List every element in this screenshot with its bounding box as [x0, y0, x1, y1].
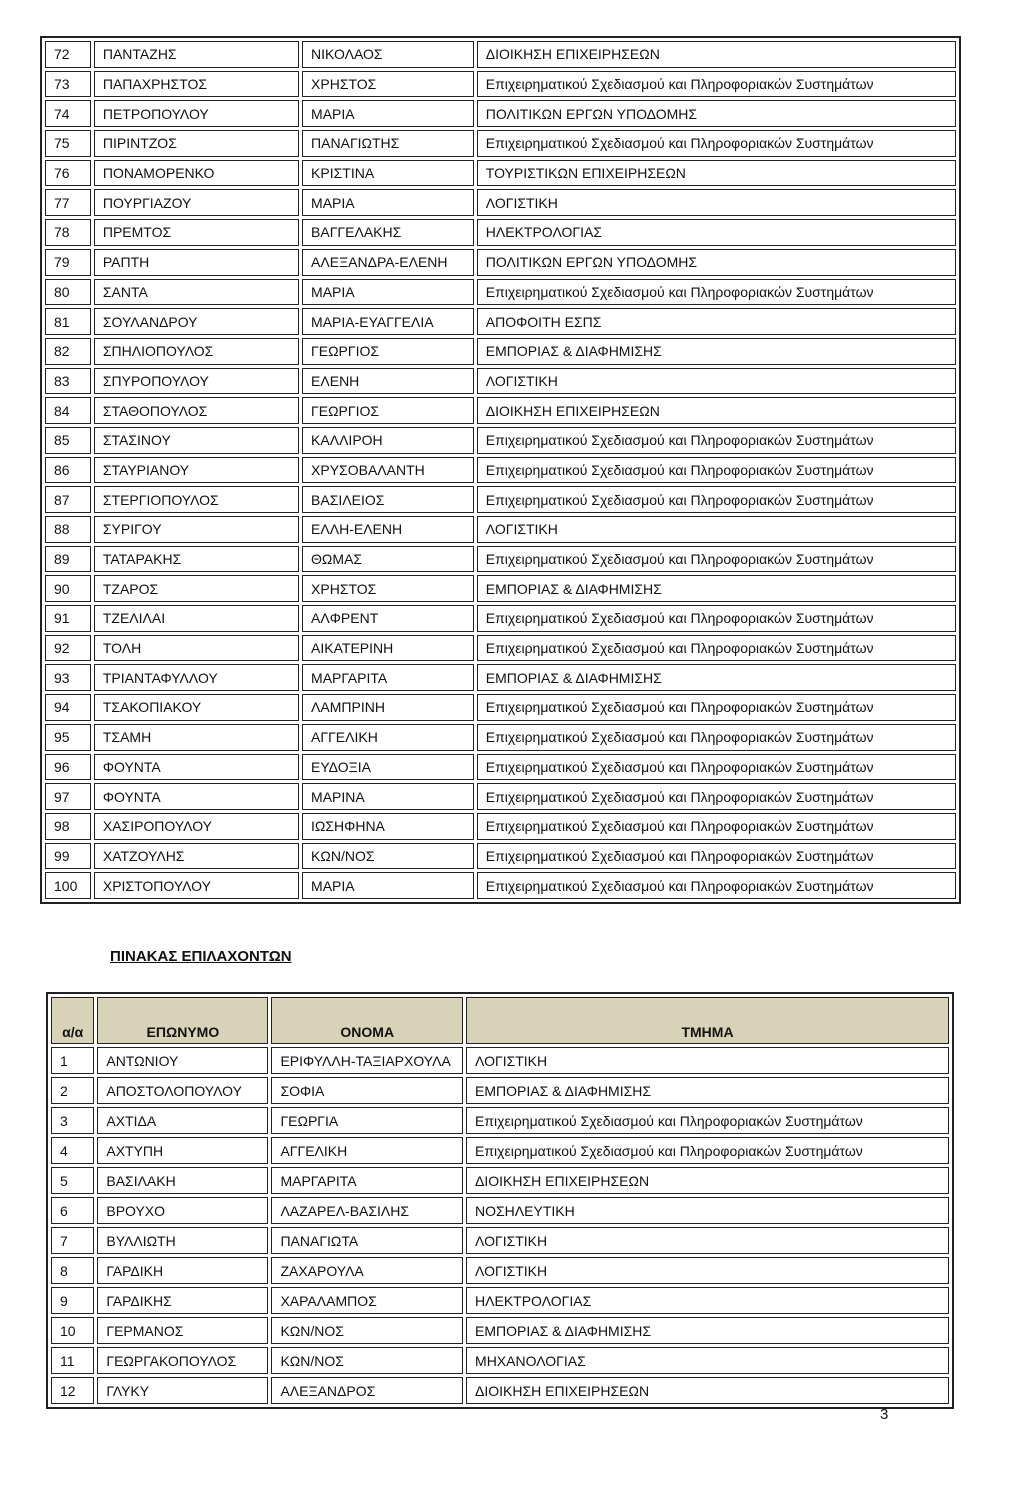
cell-name: ΜΑΡΙΑ [302, 189, 474, 216]
table-row [45, 100, 956, 127]
cell-surname: ΓΑΡΔΙΚΗΣ [97, 1287, 268, 1314]
cell-department: ΕΜΠΟΡΙΑΣ & ΔΙΑΦΗΜΙΣΗΣ [466, 1077, 949, 1104]
cell-surname: ΑΧΤΙΔΑ [97, 1107, 268, 1134]
table-row [51, 1077, 949, 1104]
cell-number: 99 [45, 843, 91, 870]
cell-name: ΒΑΣΙΛΕΙΟΣ [302, 486, 474, 513]
cell-department: Επιχειρηματικού Σχεδιασμού και Πληροφοριακών Συστημάτων [477, 813, 956, 840]
cell-surname: ΣΠΥΡΟΠΟΥΛΟΥ [94, 368, 299, 395]
table-row [51, 1257, 949, 1284]
cell-department: Επιχειρηματικού Σχεδιασμού και Πληροφοριακών Συστημάτων [477, 872, 956, 899]
cell-number: 97 [45, 783, 91, 810]
cell-department: ΛΟΓΙΣΤΙΚΗ [477, 368, 956, 395]
cell-number: 88 [45, 516, 91, 543]
table-row [45, 308, 956, 335]
cell-number: 93 [45, 664, 91, 691]
cell-name: ΜΑΡΙΑ [302, 100, 474, 127]
cell-name: ΜΑΡΙΝΑ [302, 783, 474, 810]
table-row [45, 724, 956, 751]
cell-department: ΔΙΟΙΚΗΣΗ ΕΠΙΧΕΙΡΗΣΕΩΝ [477, 397, 956, 424]
cell-surname: ΡΑΠΤΗ [94, 249, 299, 276]
cell-department: Επιχειρηματικού Σχεδιασμού και Πληροφοριακών Συστημάτων [466, 1137, 949, 1164]
cell-name: ΑΙΚΑΤΕΡΙΝΗ [302, 635, 474, 662]
cell-number: 87 [45, 486, 91, 513]
cell-department: Επιχειρηματικού Σχεδιασμού και Πληροφοριακών Συστημάτων [477, 605, 956, 632]
cell-department: ΕΜΠΟΡΙΑΣ & ΔΙΑΦΗΜΙΣΗΣ [477, 575, 956, 602]
table-row [45, 368, 956, 395]
cell-number: 73 [45, 71, 91, 98]
table-row [51, 1317, 949, 1344]
cell-department: Επιχειρηματικού Σχεδιασμού και Πληροφοριακών Συστημάτων [477, 754, 956, 781]
cell-department: ΤΟΥΡΙΣΤΙΚΩΝ ΕΠΙΧΕΙΡΗΣΕΩΝ [477, 160, 956, 187]
table-row [51, 1347, 949, 1374]
header-surname: ΕΠΩΝΥΜΟ [97, 997, 268, 1044]
table-row [45, 546, 956, 573]
cell-number: 1 [51, 1047, 94, 1074]
cell-name: ΒΑΓΓΕΛΑΚΗΣ [302, 219, 474, 246]
cell-department: Επιχειρηματικού Σχεδιασμού και Πληροφοριακών Συστημάτων [477, 635, 956, 662]
cell-name: ΕΛΕΝΗ [302, 368, 474, 395]
cell-department: Επιχειρηματικού Σχεδιασμού και Πληροφοριακών Συστημάτων [477, 457, 956, 484]
cell-department: ΗΛΕΚΤΡΟΛΟΓΙΑΣ [466, 1287, 949, 1314]
cell-name: ΓΕΩΡΓΙΟΣ [302, 338, 474, 365]
cell-name: ΧΡΥΣΟΒΑΛΑΝΤΗ [302, 457, 474, 484]
cell-surname: ΓΕΡΜΑΝΟΣ [97, 1317, 268, 1344]
cell-number: 78 [45, 219, 91, 246]
cell-surname: ΧΑΤΖΟΥΛΗΣ [94, 843, 299, 870]
cell-name: ΠΑΝΑΓΙΩΤΑ [271, 1227, 463, 1254]
cell-department: ΛΟΓΙΣΤΙΚΗ [466, 1257, 949, 1284]
cell-number: 90 [45, 575, 91, 602]
cell-name: ΕΡΙΦΥΛΛΗ-ΤΑΞΙΑΡΧΟΥΛΑ [271, 1047, 463, 1074]
cell-name: ΛΑΖΑΡΕΛ-ΒΑΣΙΛΗΣ [271, 1197, 463, 1224]
cell-number: 95 [45, 724, 91, 751]
cell-surname: ΤΖΑΡΟΣ [94, 575, 299, 602]
cell-surname: ΣΥΡΙΓΟΥ [94, 516, 299, 543]
cell-surname: ΓΛΥΚΥ [97, 1377, 268, 1404]
cell-number: 84 [45, 397, 91, 424]
table-row [45, 71, 956, 98]
cell-name: ΑΛΦΡΕΝΤ [302, 605, 474, 632]
table-row [45, 486, 956, 513]
cell-number: 5 [51, 1167, 94, 1194]
cell-number: 3 [51, 1107, 94, 1134]
main-results-table [40, 36, 961, 904]
cell-department: ΕΜΠΟΡΙΑΣ & ΔΙΑΦΗΜΙΣΗΣ [477, 664, 956, 691]
table-row [45, 813, 956, 840]
cell-surname: ΣΟΥΛΑΝΔΡΟΥ [94, 308, 299, 335]
cell-surname: ΓΕΩΡΓΑΚΟΠΟΥΛΟΣ [97, 1347, 268, 1374]
cell-number: 89 [45, 546, 91, 573]
table-row [45, 872, 956, 899]
table-row [45, 457, 956, 484]
cell-name: ΑΓΓΕΛΙΚΗ [302, 724, 474, 751]
cell-number: 100 [45, 872, 91, 899]
cell-name: ΜΑΡΙΑ [302, 279, 474, 306]
table-row [45, 843, 956, 870]
cell-surname: ΤΣΑΜΗ [94, 724, 299, 751]
cell-department: ΕΜΠΟΡΙΑΣ & ΔΙΑΦΗΜΙΣΗΣ [466, 1317, 949, 1344]
table-row [45, 41, 956, 68]
cell-surname: ΧΑΣΙΡΟΠΟΥΛΟΥ [94, 813, 299, 840]
cell-name: ΕΛΛΗ-ΕΛΕΝΗ [302, 516, 474, 543]
table-row [51, 1167, 949, 1194]
cell-surname: ΠΟΝΑΜΟΡΕΝΚΟ [94, 160, 299, 187]
cell-name: ΓΕΩΡΓΙΟΣ [302, 397, 474, 424]
table-row [45, 427, 956, 454]
cell-surname: ΤΖΕΛΙΛΑΙ [94, 605, 299, 632]
cell-surname: ΦΟΥΝΤΑ [94, 783, 299, 810]
cell-number: 94 [45, 694, 91, 721]
cell-number: 6 [51, 1197, 94, 1224]
cell-department: ΔΙΟΙΚΗΣΗ ΕΠΙΧΕΙΡΗΣΕΩΝ [466, 1377, 949, 1404]
cell-department: ΗΛΕΚΤΡΟΛΟΓΙΑΣ [477, 219, 956, 246]
cell-number: 77 [45, 189, 91, 216]
cell-name: ΙΩΣΗΦΗΝΑ [302, 813, 474, 840]
page-number: 3 [880, 1406, 889, 1423]
cell-department: ΛΟΓΙΣΤΙΚΗ [466, 1047, 949, 1074]
cell-department: ΛΟΓΙΣΤΙΚΗ [477, 189, 956, 216]
table-row [51, 1227, 949, 1254]
cell-name: ΕΥΔΟΞΙΑ [302, 754, 474, 781]
cell-name: ΑΛΕΞΑΝΔΡΟΣ [271, 1377, 463, 1404]
cell-number: 80 [45, 279, 91, 306]
cell-number: 83 [45, 368, 91, 395]
reserves-title: ΠΙΝΑΚΑΣ ΕΠΙΛΑΧΟΝΤΩΝ [110, 948, 292, 965]
table-row [51, 1047, 949, 1074]
cell-department: Επιχειρηματικού Σχεδιασμού και Πληροφοριακών Συστημάτων [477, 843, 956, 870]
cell-number: 98 [45, 813, 91, 840]
header-name: ΟΝΟΜΑ [271, 997, 463, 1044]
cell-department: ΠΟΛΙΤΙΚΩΝ ΕΡΓΩΝ ΥΠΟΔΟΜΗΣ [477, 100, 956, 127]
cell-name: ΚΩΝ/ΝΟΣ [271, 1317, 463, 1344]
cell-surname: ΤΣΑΚΟΠΙΑΚΟΥ [94, 694, 299, 721]
cell-name: ΜΑΡΙΑ [302, 872, 474, 899]
table-row [45, 605, 956, 632]
cell-surname: ΧΡΙΣΤΟΠΟΥΛΟΥ [94, 872, 299, 899]
cell-name: ΧΑΡΑΛΑΜΠΟΣ [271, 1287, 463, 1314]
cell-surname: ΒΡΟΥΧΟ [97, 1197, 268, 1224]
cell-surname: ΣΤΑΥΡΙΑΝΟΥ [94, 457, 299, 484]
cell-name: ΓΕΩΡΓΙΑ [271, 1107, 463, 1134]
table-row [51, 1107, 949, 1134]
cell-number: 8 [51, 1257, 94, 1284]
cell-surname: ΣΤΑΣΙΝΟΥ [94, 427, 299, 454]
cell-surname: ΤΡΙΑΝΤΑΦΥΛΛΟΥ [94, 664, 299, 691]
cell-name: ΚΑΛΛΙΡΟΗ [302, 427, 474, 454]
cell-surname: ΒΑΣΙΛΑΚΗ [97, 1167, 268, 1194]
cell-name: ΠΑΝΑΓΙΩΤΗΣ [302, 130, 474, 157]
cell-number: 9 [51, 1287, 94, 1314]
cell-surname: ΦΟΥΝΤΑ [94, 754, 299, 781]
table-row [51, 1287, 949, 1314]
cell-department: Επιχειρηματικού Σχεδιασμού και Πληροφοριακών Συστημάτων [477, 279, 956, 306]
cell-department: ΑΠΟΦΟΙΤΗ ΕΣΠΣ [477, 308, 956, 335]
table-row [45, 219, 956, 246]
cell-department: ΛΟΓΙΣΤΙΚΗ [477, 516, 956, 543]
cell-department: Επιχειρηματικού Σχεδιασμού και Πληροφοριακών Συστημάτων [477, 130, 956, 157]
cell-department: Επιχειρηματικού Σχεδιασμού και Πληροφοριακών Συστημάτων [477, 724, 956, 751]
cell-surname: ΤΟΛΗ [94, 635, 299, 662]
cell-department: ΕΜΠΟΡΙΑΣ & ΔΙΑΦΗΜΙΣΗΣ [477, 338, 956, 365]
reserves-table-body [51, 1047, 949, 1404]
table-row [45, 279, 956, 306]
cell-surname: ΠΡΕΜΤΟΣ [94, 219, 299, 246]
cell-department: ΝΟΣΗΛΕΥΤΙΚΗ [466, 1197, 949, 1224]
cell-number: 2 [51, 1077, 94, 1104]
cell-surname: ΣΤΕΡΓΙΟΠΟΥΛΟΣ [94, 486, 299, 513]
cell-department: ΠΟΛΙΤΙΚΩΝ ΕΡΓΩΝ ΥΠΟΔΟΜΗΣ [477, 249, 956, 276]
cell-number: 74 [45, 100, 91, 127]
cell-surname: ΠΟΥΡΓΙΑΖΟΥ [94, 189, 299, 216]
cell-number: 81 [45, 308, 91, 335]
cell-surname: ΣΤΑΘΟΠΟΥΛΟΣ [94, 397, 299, 424]
cell-name: ΜΑΡΓΑΡΙΤΑ [302, 664, 474, 691]
table-row [45, 249, 956, 276]
cell-number: 96 [45, 754, 91, 781]
cell-surname: ΑΝΤΩΝΙΟΥ [97, 1047, 268, 1074]
cell-name: ΚΩΝ/ΝΟΣ [302, 843, 474, 870]
cell-name: ΝΙΚΟΛΑΟΣ [302, 41, 474, 68]
cell-department: Επιχειρηματικού Σχεδιασμού και Πληροφοριακών Συστημάτων [466, 1107, 949, 1134]
cell-name: ΜΑΡΓΑΡΙΤΑ [271, 1167, 463, 1194]
cell-surname: ΓΑΡΔΙΚΗ [97, 1257, 268, 1284]
cell-department: ΛΟΓΙΣΤΙΚΗ [466, 1227, 949, 1254]
table-row [45, 694, 956, 721]
table-row [45, 635, 956, 662]
cell-number: 79 [45, 249, 91, 276]
header-department: ΤΜΗΜΑ [466, 997, 949, 1044]
table-row [51, 1197, 949, 1224]
cell-department: Επιχειρηματικού Σχεδιασμού και Πληροφοριακών Συστημάτων [477, 694, 956, 721]
table-row [51, 1377, 949, 1404]
cell-number: 11 [51, 1347, 94, 1374]
table-row [45, 160, 956, 187]
cell-name: ΑΓΓΕΛΙΚΗ [271, 1137, 463, 1164]
cell-surname: ΤΑΤΑΡΑΚΗΣ [94, 546, 299, 573]
cell-name: ΛΑΜΠΡΙΝΗ [302, 694, 474, 721]
table-row [45, 130, 956, 157]
table-row [45, 754, 956, 781]
cell-name: ΖΑΧΑΡΟΥΛΑ [271, 1257, 463, 1284]
cell-number: 85 [45, 427, 91, 454]
header-aa: α/α [51, 997, 94, 1044]
cell-department: Επιχειρηματικού Σχεδιασμού και Πληροφοριακών Συστημάτων [477, 427, 956, 454]
cell-surname: ΑΧΤΥΠΗ [97, 1137, 268, 1164]
cell-department: Επιχειρηματικού Σχεδιασμού και Πληροφοριακών Συστημάτων [477, 546, 956, 573]
main-table-body [45, 41, 956, 899]
cell-surname: ΑΠΟΣΤΟΛΟΠΟΥΛΟΥ [97, 1077, 268, 1104]
cell-department: ΜΗΧΑΝΟΛΟΓΙΑΣ [466, 1347, 949, 1374]
cell-surname: ΠΑΠΑΧΡΗΣΤΟΣ [94, 71, 299, 98]
cell-number: 91 [45, 605, 91, 632]
table-row [45, 516, 956, 543]
cell-name: ΘΩΜΑΣ [302, 546, 474, 573]
table-row [45, 189, 956, 216]
cell-name: ΧΡΗΣΤΟΣ [302, 575, 474, 602]
cell-number: 86 [45, 457, 91, 484]
cell-department: Επιχειρηματικού Σχεδιασμού και Πληροφοριακών Συστημάτων [477, 783, 956, 810]
table-row [51, 1137, 949, 1164]
cell-number: 4 [51, 1137, 94, 1164]
table-row [45, 338, 956, 365]
cell-number: 92 [45, 635, 91, 662]
cell-number: 82 [45, 338, 91, 365]
cell-department: Επιχειρηματικού Σχεδιασμού και Πληροφοριακών Συστημάτων [477, 486, 956, 513]
cell-name: ΚΡΙΣΤΙΝΑ [302, 160, 474, 187]
table-row [45, 783, 956, 810]
cell-surname: ΠΙΡΙΝΤΖΟΣ [94, 130, 299, 157]
cell-name: ΣΟΦΙΑ [271, 1077, 463, 1104]
table-row [45, 575, 956, 602]
cell-number: 72 [45, 41, 91, 68]
cell-name: ΑΛΕΞΑΝΔΡΑ-ΕΛΕΝΗ [302, 249, 474, 276]
cell-name: ΧΡΗΣΤΟΣ [302, 71, 474, 98]
cell-department: ΔΙΟΙΚΗΣΗ ΕΠΙΧΕΙΡΗΣΕΩΝ [466, 1167, 949, 1194]
cell-number: 10 [51, 1317, 94, 1344]
cell-number: 12 [51, 1377, 94, 1404]
cell-number: 76 [45, 160, 91, 187]
cell-department: ΔΙΟΙΚΗΣΗ ΕΠΙΧΕΙΡΗΣΕΩΝ [477, 41, 956, 68]
cell-name: ΚΩΝ/ΝΟΣ [271, 1347, 463, 1374]
cell-number: 7 [51, 1227, 94, 1254]
cell-surname: ΒΥΛΛΙΩΤΗ [97, 1227, 268, 1254]
reserves-header-row [51, 997, 949, 1044]
cell-surname: ΠΑΝΤΑΖΗΣ [94, 41, 299, 68]
cell-department: Επιχειρηματικού Σχεδιασμού και Πληροφοριακών Συστημάτων [477, 71, 956, 98]
table-row [45, 664, 956, 691]
cell-surname: ΣΠΗΛΙΟΠΟΥΛΟΣ [94, 338, 299, 365]
cell-name: ΜΑΡΙΑ-ΕΥΑΓΓΕΛΙΑ [302, 308, 474, 335]
cell-surname: ΠΕΤΡΟΠΟΥΛΟΥ [94, 100, 299, 127]
table-row [45, 397, 956, 424]
cell-number: 75 [45, 130, 91, 157]
reserves-table [46, 992, 954, 1409]
cell-surname: ΣΑΝΤΑ [94, 279, 299, 306]
